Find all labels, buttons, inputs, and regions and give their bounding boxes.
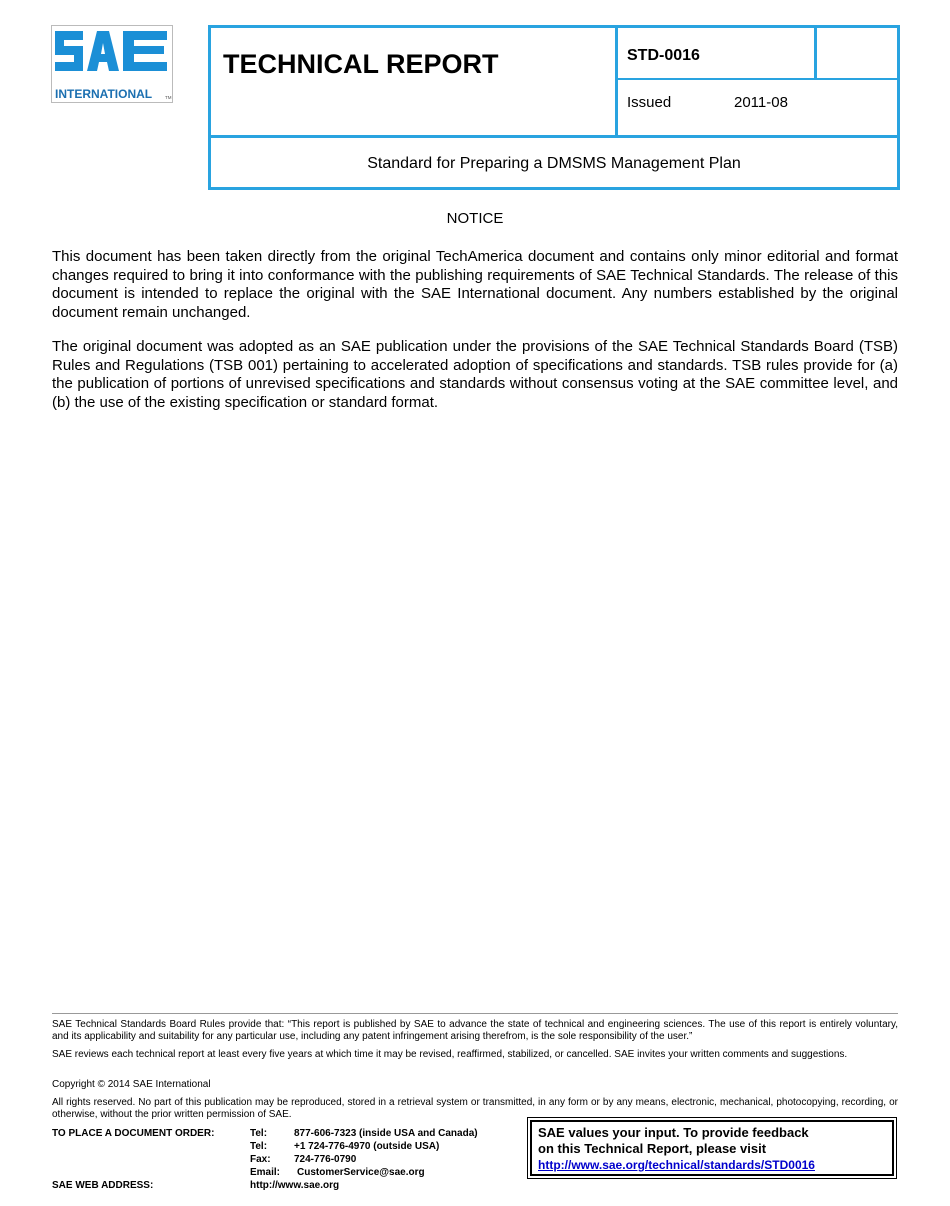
contact-key: Email: — [250, 1167, 281, 1178]
report-type-cell — [211, 28, 618, 135]
feedback-line-2: on this Technical Report, please visit — [538, 1141, 767, 1156]
order-label: TO PLACE A DOCUMENT ORDER: — [52, 1128, 215, 1139]
contact-value: 877-606-7323 (inside USA and Canada) — [294, 1128, 478, 1139]
contact-value: 724-776-0790 — [294, 1154, 357, 1165]
contact-value: +1 724-776-4970 (outside USA) — [294, 1141, 440, 1152]
header-top-row — [211, 28, 897, 138]
report-type: TECHNICAL REPORT — [223, 49, 499, 79]
feedback-box-inner — [530, 1120, 894, 1176]
header-table — [208, 25, 900, 190]
std-number: STD-0016 — [627, 47, 700, 64]
notice-paragraph-1: This document has been taken directly from the original TechAmerica document and contains only minor editorial and format changes required to bring it into conformance with the publishing requirements of SAE Technical Standards. The release of this document is intended to replace the original with the SAE International document. Any numbers established by the original document remain unchanged. — [52, 248, 898, 321]
logo-tm: TM — [165, 95, 172, 100]
contact-key: Fax: — [250, 1154, 271, 1165]
blank-cell — [817, 28, 897, 80]
copyright-text: Copyright © 2014 SAE International — [52, 1079, 211, 1090]
footer-divider — [52, 1013, 898, 1014]
contact-key: Tel: — [250, 1141, 268, 1152]
contact-key: Tel: — [250, 1128, 268, 1139]
feedback-box — [527, 1117, 897, 1179]
notice-heading: NOTICE — [446, 210, 504, 227]
tsb-rules-text: SAE Technical Standards Board Rules provide that: “This report is published by SAE to advance the state of technical and engineering sciences. The use of this report is entirely voluntary, and its applicability and suitability for any particular use, including any patent infringement arising therefrom, is the sole responsibility of the user.” — [52, 1019, 898, 1042]
notice-paragraph-2: The original document was adopted as an SAE publication under the provisions of the SAE Technical Standards Board (TSB) Rules and Regulations (TSB 001) pertaining to accelerated adoption of specifications and standards. TSB rules provide for (a) the publication of portions of unrevised specifications and standards without consensus voting at the SAE committee level, and (b) the use of the existing specification or standard format. — [52, 338, 898, 411]
logo-wordmark: INTERNATIONAL — [55, 87, 153, 101]
issued-date: 2011-08 — [734, 94, 788, 111]
web-label: SAE WEB ADDRESS: — [52, 1180, 154, 1191]
contact-email[interactable]: CustomerService@sae.org — [297, 1167, 425, 1178]
rights-text: All rights reserved. No part of this publication may be reproduced, stored in a retrieval system or transmitted, in any form or by any means, electronic, mechanical, photocopying, recording, or otherwise, without the prior written permission of SAE. — [52, 1097, 898, 1120]
web-address[interactable]: http://www.sae.org — [250, 1180, 340, 1191]
std-number-cell — [618, 28, 817, 80]
feedback-link[interactable]: http://www.sae.org/technical/standards/STD0016 — [538, 1158, 815, 1172]
issued-label: Issued — [627, 94, 672, 111]
feedback-line-1: SAE values your input. To provide feedback — [538, 1125, 809, 1140]
review-text: SAE reviews each technical report at least every five years at which time it may be revised, reaffirmed, stabilized, or cancelled. SAE invites your written comments and suggestions. — [52, 1049, 848, 1060]
issued-cell — [618, 80, 897, 135]
document-title: Standard for Preparing a DMSMS Management Plan — [367, 155, 741, 172]
sae-logo — [51, 25, 173, 103]
